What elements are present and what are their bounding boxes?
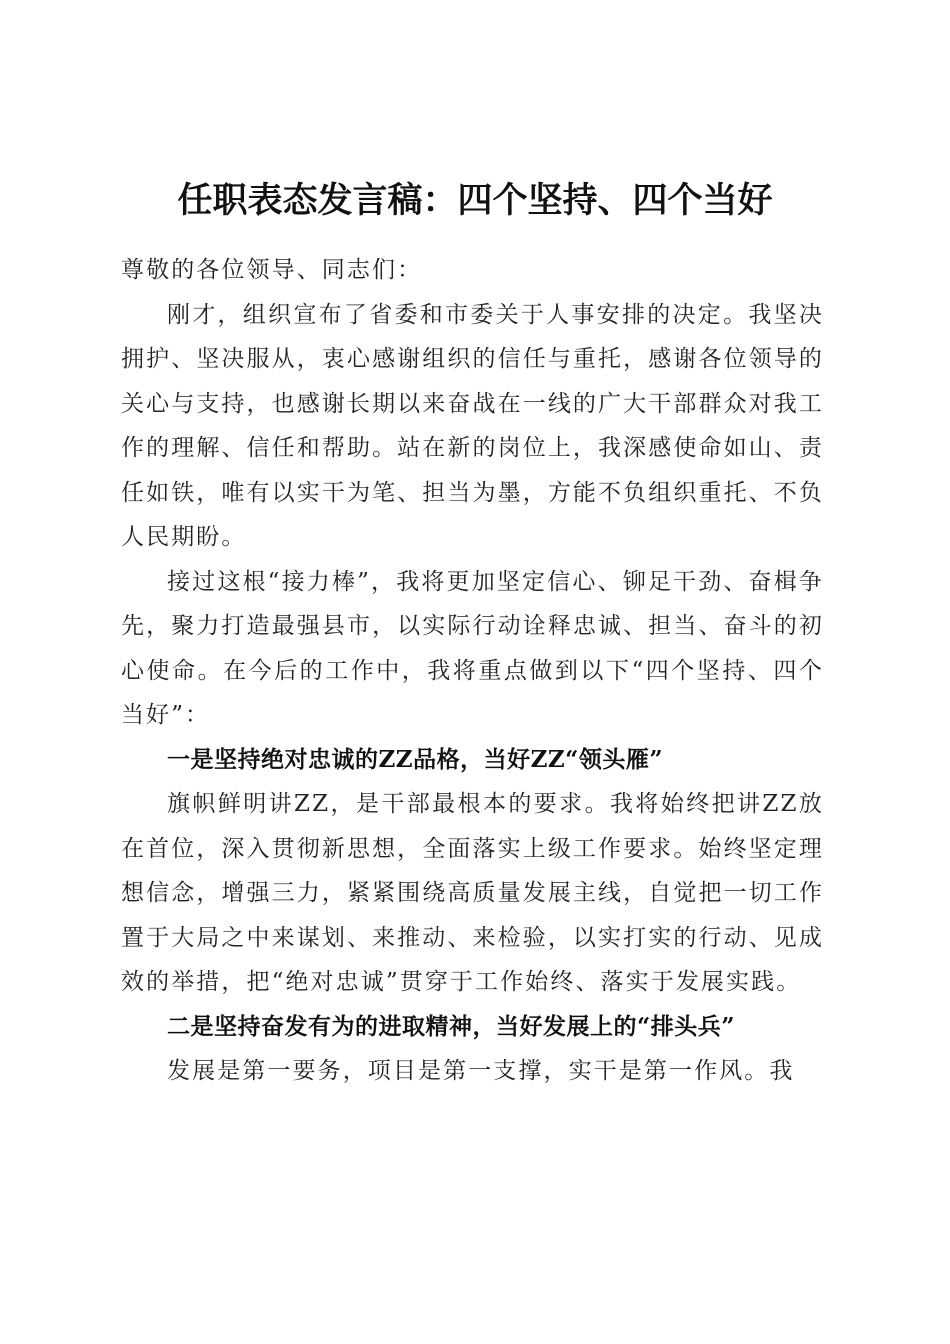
paragraph-intro: 刚才，组织宣布了省委和市委关于人事安排的决定。我坚决拥护、坚决服从，衷心感谢组织的信任与重托，感谢各位领导的关心与支持，也感谢长期以来奋战在一线的广大干部群众对我工作的理解、信任和帮助。站在新的岗位上，我深感使命如山、责任如铁，唯有以实干为笔、担当为墨，方能不负组织重托、不负人民期盼。 <box>121 301 824 550</box>
document-body <box>121 248 824 1094</box>
document-title: 任职表态发言稿：四个坚持、四个当好 <box>177 180 773 221</box>
paragraph-commitment: 接过这根“接力棒”，我将更加坚定信心、铆足干劲、奋楫争先，聚力打造最强县市，以实际行动诠释忠诚、担当、奋斗的初心使命。在今后的工作中，我将重点做到以下“四个坚持、四个当好”： <box>121 568 824 728</box>
section-heading-1: 一是坚持绝对忠诚的ZZ品格，当好ZZ“领头雁” <box>167 745 664 773</box>
section-text-1: 旗帜鲜明讲ZZ，是干部最根本的要求。我将始终把讲ZZ放在首位，深入贯彻新思想，全面落实上级工作要求。始终坚定理想信念，增强三力，紧紧围绕高质量发展主线，自觉把一切工作置于大局之中来谋划、来推动、来检验，以实打实的行动、见成效的举措，把“绝对忠诚”贯穿于工作始终、落实于发展实践。 <box>121 791 824 995</box>
section-heading-2: 二是坚持奋发有为的进取精神，当好发展上的“排头兵” <box>167 1012 735 1040</box>
section-text-2: 发展是第一要务，项目是第一支撑，实干是第一作风。我 <box>167 1058 795 1084</box>
salutation: 尊敬的各位领导、同志们： <box>121 257 423 283</box>
